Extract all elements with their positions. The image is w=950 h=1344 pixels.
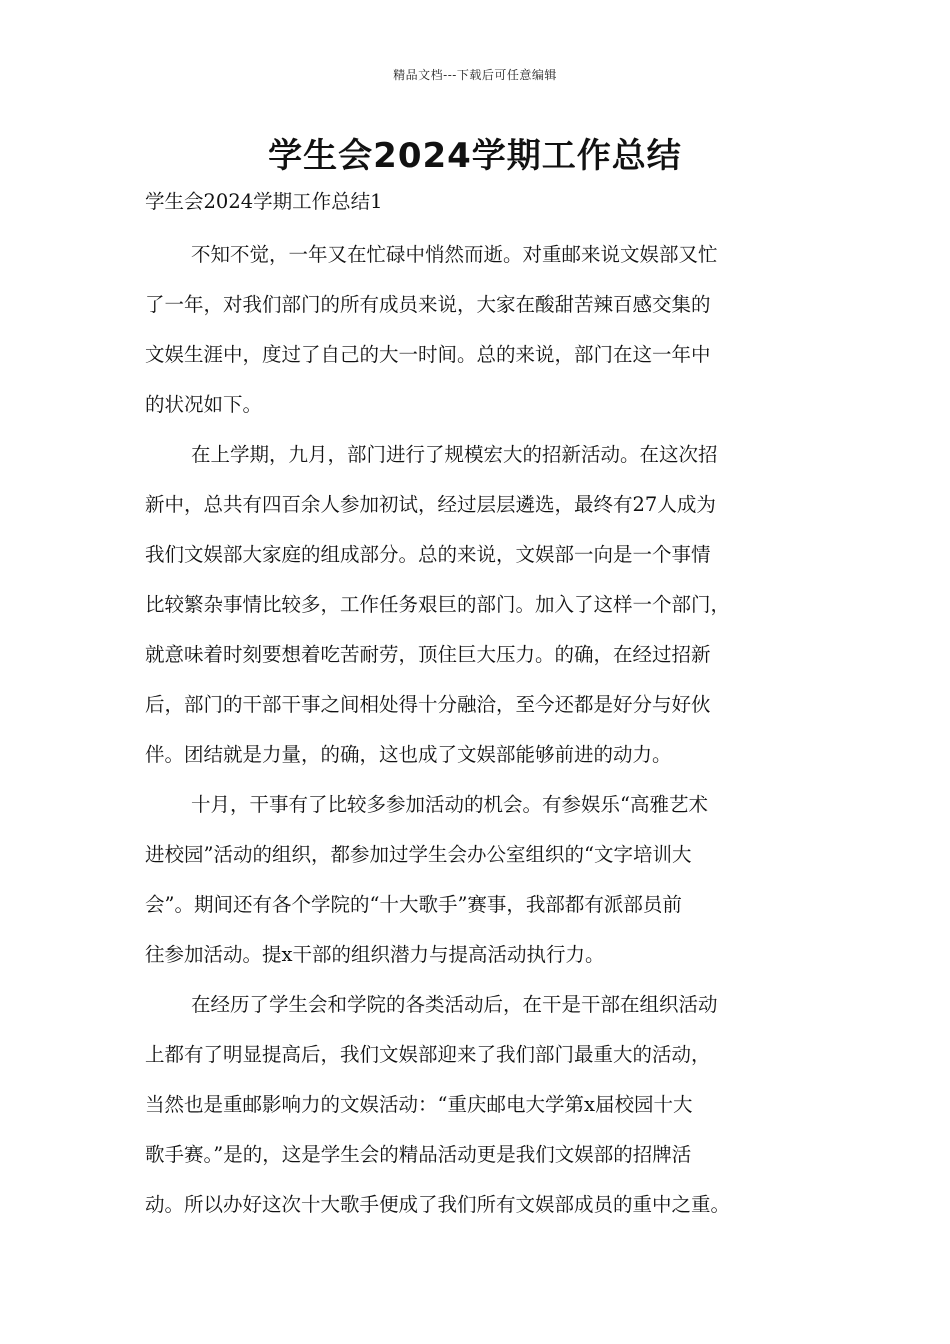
text-line: 的状况如下。 [145, 393, 263, 416]
text-line: 文娱生涯中，度过了自己的大一时间。总的来说，部门在这一年中 [145, 343, 711, 366]
header-note: 精品文档---下载后可任意编辑 [393, 68, 557, 82]
paragraph [145, 980, 825, 1230]
text-line: 新中，总共有四百余人参加初试，经过层层遴选，最终有27人成为 [145, 493, 716, 516]
text-line: 后，部门的干部干事之间相处得十分融洽，至今还都是好分与好伙 [145, 693, 711, 716]
text-line: 上都有了明显提高后，我们文娱部迎来了我们部门最重大的活动， [145, 1043, 711, 1066]
text-line: 往参加活动。提x干部的组织潜力与提高活动执行力。 [145, 943, 605, 966]
paragraph [145, 230, 825, 430]
paragraph [145, 780, 825, 980]
text-line: 歌手赛。”是的，这是学生会的精品活动更是我们文娱部的招牌活 [145, 1143, 692, 1166]
document-title: 学生会2024学期工作总结 [268, 136, 682, 176]
text-line: 就意味着时刻要想着吃苦耐劳，顶住巨大压力。的确，在经过招新 [145, 643, 711, 666]
text-line: 会”。期间还有各个学院的“十大歌手”赛事，我部都有派部员前 [145, 893, 682, 916]
text-line: 伴。团结就是力量，的确，这也成了文娱部能够前进的动力。 [145, 743, 672, 766]
text-line: 在经历了学生会和学院的各类活动后，在干是干部在组织活动 [191, 993, 718, 1016]
text-line: 在上学期，九月，部门进行了规模宏大的招新活动。在这次招 [191, 443, 718, 466]
text-line: 我们文娱部大家庭的组成部分。总的来说，文娱部一向是一个事情 [145, 543, 711, 566]
text-line: 比较繁杂事情比较多，工作任务艰巨的部门。加入了这样一个部门， [145, 593, 731, 616]
text-line: 进校园”活动的组织，都参加过学生会办公室组织的“文字培训大 [145, 843, 692, 866]
text-line: 十月，干事有了比较多参加活动的机会。有参娱乐“高雅艺术 [191, 793, 708, 816]
section-subtitle: 学生会2024学期工作总结1 [145, 190, 383, 213]
paragraph [145, 430, 825, 780]
text-line: 动。所以办好这次十大歌手便成了我们所有文娱部成员的重中之重。 [145, 1193, 731, 1216]
document-body [145, 230, 825, 1230]
text-line: 不知不觉，一年又在忙碌中悄然而逝。对重邮来说文娱部又忙 [191, 243, 718, 266]
text-line: 了一年，对我们部门的所有成员来说，大家在酸甜苦辣百感交集的 [145, 293, 711, 316]
text-line: 当然也是重邮影响力的文娱活动：“重庆邮电大学第x届校园十大 [145, 1093, 693, 1116]
